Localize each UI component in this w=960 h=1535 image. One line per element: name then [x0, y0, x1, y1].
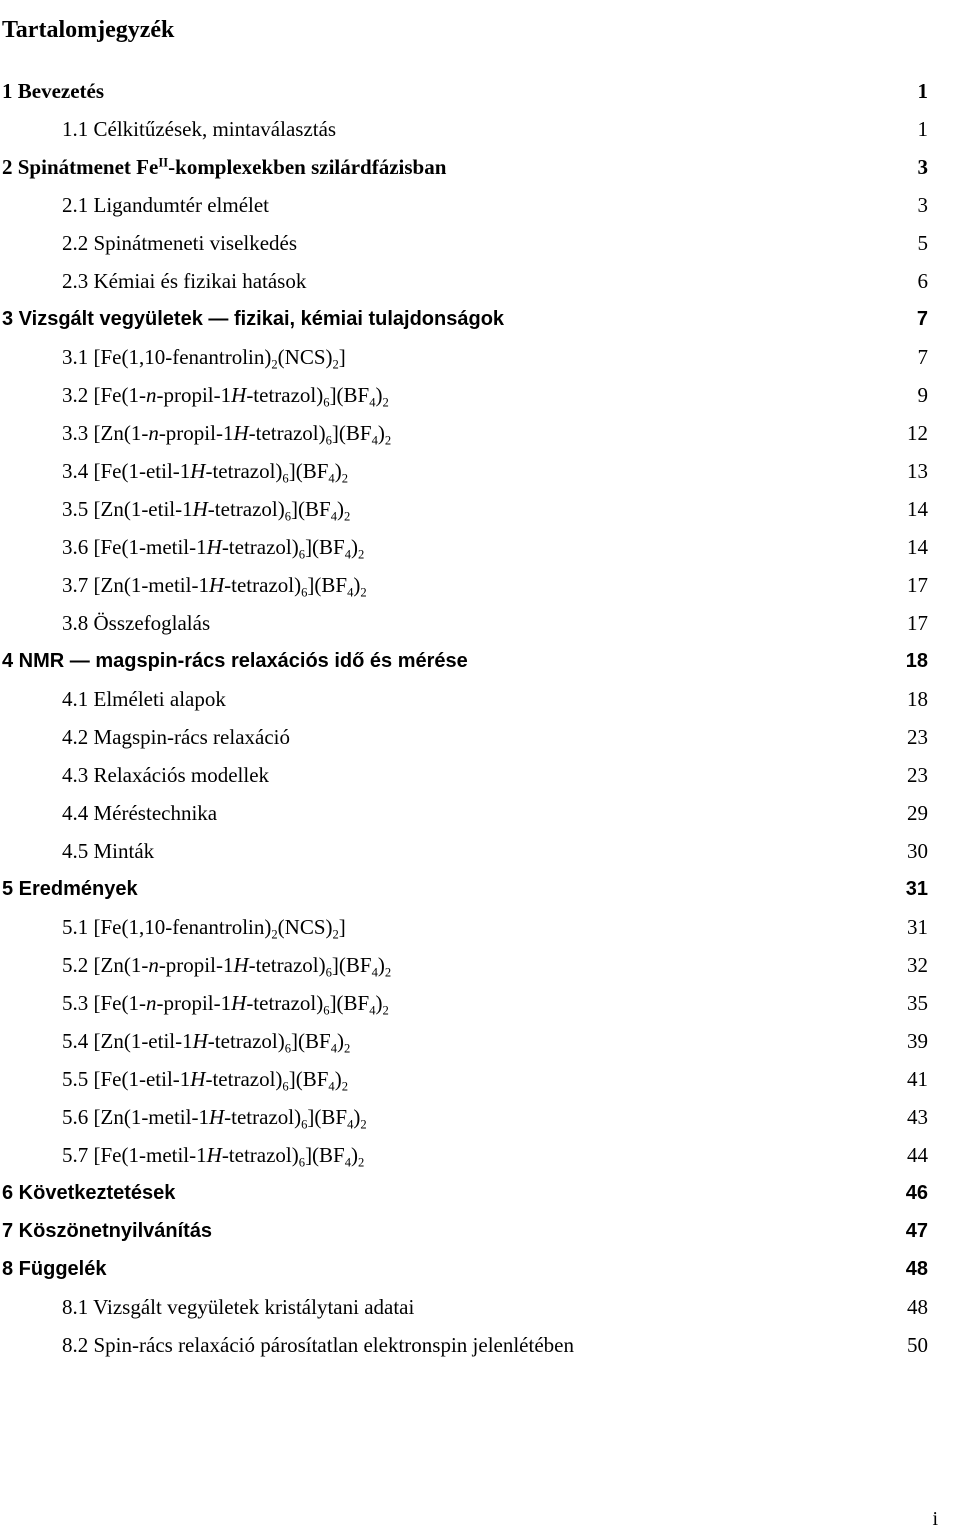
- toc-chapter: [0, 300, 960, 338]
- toc-entry-page: 23: [907, 762, 928, 787]
- toc-entry-page: 43: [907, 1104, 928, 1129]
- toc-section: [0, 566, 960, 604]
- toc-entry-label: 2.1 Ligandumtér elmélet: [62, 192, 270, 217]
- toc-section: [0, 1060, 960, 1098]
- page-number: i: [932, 1508, 938, 1530]
- toc-entry-label: 8.1 Vizsgált vegyületek kristálytani adatai: [62, 1294, 415, 1319]
- toc-entry-label: 4.4 Méréstechnika: [62, 800, 218, 825]
- toc-chapter: [0, 870, 960, 908]
- toc-entry-page: 30: [907, 838, 928, 863]
- toc-entry-label: 4 NMR — magspin-rács relaxációs idő és mérése: [2, 649, 468, 672]
- toc-entry-label: 3.6 $[Fe(1-metil-1H-tetrazol)_6](BF_4)_2$: [62, 534, 365, 561]
- toc-chapter: [0, 642, 960, 680]
- toc-entry-label: 5.6 $[Zn(1-metil-1H-tetrazol)_6](BF_4)_2$: [62, 1104, 367, 1131]
- toc-entry-page: 48: [907, 1294, 928, 1319]
- toc-entry-label: 4.1 Elméleti alapok: [62, 686, 226, 711]
- toc-entry-page: 14: [907, 534, 928, 559]
- toc-entry-label: 2 Spinátmenet $Fe^{II}$-komplexekben szilárdfázisban: [2, 154, 447, 179]
- toc-entry-page: 39: [907, 1028, 928, 1053]
- toc-entry-label: 2.2 Spinátmeneti viselkedés: [62, 230, 298, 255]
- toc-entry-label: 3 Vizsgált vegyületek — fizikai, kémiai tulajdonságok: [2, 307, 505, 330]
- toc-entry-page: 3: [917, 154, 928, 179]
- toc-entry-page: 9: [917, 382, 928, 407]
- toc-entry-page: 1: [917, 78, 928, 103]
- toc-entry-page: 5: [917, 230, 928, 255]
- toc-section: [0, 528, 960, 566]
- toc-entry-page: 14: [907, 496, 928, 521]
- toc-entry-label: 7 Köszönetnyilvánítás: [2, 1219, 213, 1242]
- toc-section: [0, 338, 960, 376]
- toc-entry-label: 4.2 Magspin-rács relaxáció: [62, 724, 290, 749]
- toc-entry-page: 31: [905, 877, 928, 900]
- toc-entry-label: 4.5 Minták: [62, 838, 155, 863]
- toc-section: [0, 946, 960, 984]
- toc-section: [0, 186, 960, 224]
- toc-entry-label: 5.1 $[Fe(1,10-fenantrolin)_2(NCS)_2]$: [62, 914, 346, 941]
- toc-entry-page: 6: [917, 268, 928, 293]
- toc-entry-page: 13: [907, 458, 928, 483]
- toc-entry-label: 3.8 Összefoglalás: [62, 610, 211, 635]
- toc-section: [0, 1326, 960, 1364]
- toc-section: [0, 262, 960, 300]
- toc-chapter: [0, 148, 960, 186]
- toc-section: [0, 832, 960, 870]
- toc-chapter: [0, 1212, 960, 1250]
- toc-entry-label: 8.2 Spin-rács relaxáció párosítatlan elektronspin jelenlétében: [62, 1332, 574, 1357]
- toc-entry-page: 7: [916, 307, 928, 330]
- toc-entry-label: 3.7 $[Zn(1-metil-1H-tetrazol)_6](BF_4)_2$: [62, 572, 367, 599]
- toc-entry-page: 3: [917, 192, 928, 217]
- toc-section: [0, 376, 960, 414]
- toc-entry-page: 18: [905, 649, 928, 672]
- toc-entry-page: 29: [907, 800, 928, 825]
- toc-entry-page: 31: [907, 914, 928, 939]
- toc-entry-label: 1.1 Célkitűzések, mintaválasztás: [62, 116, 337, 141]
- toc-section: [0, 1288, 960, 1326]
- toc-section: [0, 1136, 960, 1174]
- toc-entry-page: 46: [905, 1181, 928, 1204]
- toc-section: [0, 908, 960, 946]
- toc-entry-label: 5 Eredmények: [2, 877, 138, 900]
- toc-entry-label: 6 Következtetések: [2, 1181, 176, 1204]
- toc-entry-label: 5.3 $[Fe(1-n-propil-1H-tetrazol)_6](BF_4)_2$: [62, 990, 389, 1017]
- toc-entry-page: 32: [907, 952, 928, 977]
- toc-chapter: [0, 1250, 960, 1288]
- toc-section: [0, 604, 960, 642]
- toc-entry-label: 3.5 $[Zn(1-etil-1H-tetrazol)_6](BF_4)_2$: [62, 496, 351, 523]
- toc-entry-page: 50: [907, 1332, 928, 1357]
- toc-section: [0, 984, 960, 1022]
- toc-entry-page: 17: [907, 572, 928, 597]
- toc-entry-label: 5.7 $[Fe(1-metil-1H-tetrazol)_6](BF_4)_2$: [62, 1142, 365, 1169]
- toc-entry-page: 44: [907, 1142, 928, 1167]
- toc-entry-label: 5.2 $[Zn(1-n-propil-1H-tetrazol)_6](BF_4)_2$: [62, 952, 392, 979]
- toc-entry-page: 7: [917, 344, 928, 369]
- toc-entry-label: 3.1 $[Fe(1,10-fenantrolin)_2(NCS)_2]$: [62, 344, 346, 371]
- toc-entry-label: 3.3 $[Zn(1-n-propil-1H-tetrazol)_6](BF_4)_2$: [62, 420, 392, 447]
- toc-entry-label: 5.5 $[Fe(1-etil-1H-tetrazol)_6](BF_4)_2$: [62, 1066, 348, 1093]
- page-title: Tartalomjegyzék: [2, 17, 175, 44]
- toc-section: [0, 490, 960, 528]
- toc-entry-page: 48: [905, 1257, 928, 1280]
- toc-entry-page: 47: [905, 1219, 928, 1242]
- toc-chapter: [0, 72, 960, 110]
- toc-entry-page: 1: [917, 116, 928, 141]
- toc-section: [0, 110, 960, 148]
- toc-entry-label: 2.3 Kémiai és fizikai hatások: [62, 268, 307, 293]
- toc-section: [0, 794, 960, 832]
- toc-entry-label: 5.4 $[Zn(1-etil-1H-tetrazol)_6](BF_4)_2$: [62, 1028, 351, 1055]
- toc-entry-page: 41: [907, 1066, 928, 1091]
- toc-entry-page: 23: [907, 724, 928, 749]
- toc-section: [0, 756, 960, 794]
- toc-section: [0, 680, 960, 718]
- toc-entry-page: 18: [907, 686, 928, 711]
- toc-section: [0, 224, 960, 262]
- toc-section: [0, 1022, 960, 1060]
- toc-section: [0, 1098, 960, 1136]
- toc-entry-page: 12: [907, 420, 928, 445]
- toc-entry-label: 3.2 $[Fe(1-n-propil-1H-tetrazol)_6](BF_4)_2$: [62, 382, 389, 409]
- toc-entry-page: 17: [907, 610, 928, 635]
- toc-section: [0, 452, 960, 490]
- toc-section: [0, 414, 960, 452]
- toc-entry-label: 4.3 Relaxációs modellek: [62, 762, 270, 787]
- toc-chapter: [0, 1174, 960, 1212]
- toc-entry-label: 1 Bevezetés: [2, 78, 105, 103]
- toc-section: [0, 718, 960, 756]
- table-of-contents: [0, 72, 960, 1364]
- toc-entry-label: 3.4 $[Fe(1-etil-1H-tetrazol)_6](BF_4)_2$: [62, 458, 348, 485]
- toc-entry-label: 8 Függelék: [2, 1257, 107, 1280]
- toc-entry-page: 35: [907, 990, 928, 1015]
